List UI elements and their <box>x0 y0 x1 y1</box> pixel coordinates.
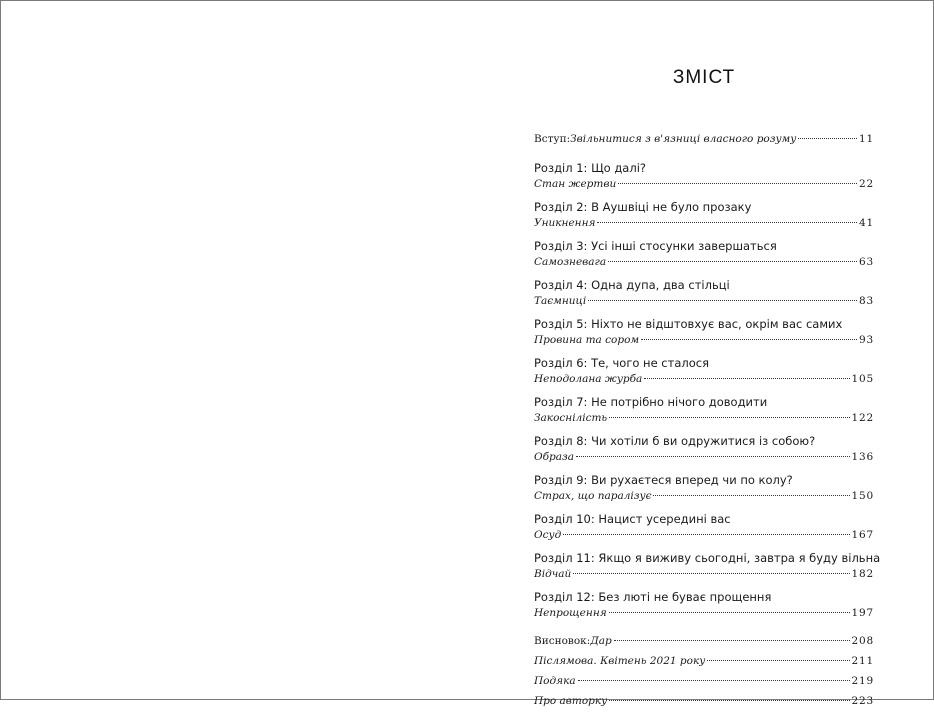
dot-leader <box>641 339 857 340</box>
chapter-list <box>534 160 881 621</box>
page-number: 11 <box>859 133 874 145</box>
page-title: ЗМІСТ <box>672 67 736 88</box>
dot-leader <box>609 417 849 418</box>
dot-leader <box>609 612 850 613</box>
toc-entry-title: Про авторку <box>534 695 608 707</box>
dot-leader <box>563 534 849 535</box>
toc-entry-prefix: Висновок: <box>534 635 591 647</box>
chapter-subtitle-row <box>534 216 874 231</box>
page-number: 223 <box>851 695 874 707</box>
page-number: 150 <box>851 490 874 502</box>
toc-chapter[interactable] <box>534 550 881 582</box>
table-of-contents <box>534 132 881 714</box>
dot-leader <box>608 261 857 262</box>
page-number: 197 <box>851 607 874 619</box>
dot-leader <box>573 573 849 574</box>
page-number: 122 <box>851 412 874 424</box>
toc-chapter[interactable] <box>534 277 874 309</box>
toc-entry-title: Звільнитися з в'язниці власного розуму <box>570 133 797 145</box>
chapter-subtitle-row <box>534 606 874 621</box>
chapter-subtitle-row <box>534 411 874 426</box>
toc-chapter[interactable] <box>534 199 874 231</box>
toc-entry-title: Післямова. Квітень 2021 року <box>534 655 706 667</box>
chapter-subtitle-row <box>534 372 874 387</box>
chapter-subtitle-row <box>534 567 874 582</box>
backmatter-list <box>534 634 874 709</box>
toc-entry-title: Подяка <box>534 675 576 687</box>
chapter-subtitle-row <box>534 450 874 465</box>
chapter-heading: Розділ 1: Що далі? <box>534 161 647 175</box>
page-number: 41 <box>859 217 874 229</box>
toc-entry-title: Дар <box>590 635 612 647</box>
page-number: 182 <box>851 568 874 580</box>
toc-chapter[interactable] <box>534 511 874 543</box>
dot-leader <box>597 222 857 223</box>
chapter-heading: Розділ 12: Без люті не буває прощення <box>534 590 772 604</box>
chapter-heading: Розділ 5: Ніхто не відштовхує вас, окрім вас самих <box>534 317 843 331</box>
chapter-subtitle: Уникнення <box>534 217 596 229</box>
chapter-subtitle-row <box>534 489 874 504</box>
chapter-subtitle: Самозневага <box>534 256 607 268</box>
toc-chapter[interactable] <box>534 472 874 504</box>
chapter-subtitle: Неподолана журба <box>534 373 643 385</box>
chapter-subtitle: Таємниці <box>534 295 587 307</box>
toc-entry-backmatter[interactable] <box>534 654 874 669</box>
page-number: 105 <box>851 373 874 385</box>
chapter-subtitle: Відчай <box>534 568 572 580</box>
toc-chapter[interactable] <box>534 589 874 621</box>
chapter-heading: Розділ 9: Ви рухаєтеся вперед чи по колу? <box>534 473 793 487</box>
chapter-heading: Розділ 10: Нацист усередині вас <box>534 512 731 526</box>
toc-chapter[interactable] <box>534 394 874 426</box>
chapter-subtitle: Стан жертви <box>534 178 617 190</box>
toc-entry-backmatter[interactable] <box>534 694 874 709</box>
dot-leader <box>609 700 849 701</box>
chapter-heading: Розділ 8: Чи хотіли б ви одружитися із собою? <box>534 434 816 448</box>
chapter-subtitle: Страх, що паралізує <box>534 490 652 502</box>
page-number: 22 <box>859 178 874 190</box>
page-number: 136 <box>851 451 874 463</box>
toc-entry-intro[interactable] <box>534 132 874 147</box>
chapter-heading: Розділ 2: В Аушвіці не було прозаку <box>534 200 752 214</box>
toc-chapter[interactable] <box>534 355 874 387</box>
page-number: 83 <box>859 295 874 307</box>
dot-leader <box>798 138 857 139</box>
page-number: 167 <box>851 529 874 541</box>
dot-leader <box>644 378 849 379</box>
chapter-heading: Розділ 4: Одна дупа, два стільці <box>534 278 730 292</box>
dot-leader <box>588 300 857 301</box>
toc-chapter[interactable] <box>534 433 874 465</box>
chapter-subtitle: Непрощення <box>534 607 607 619</box>
toc-entry-backmatter[interactable] <box>534 674 874 689</box>
page-number: 208 <box>851 635 874 647</box>
dot-leader <box>576 456 850 457</box>
chapter-subtitle: Закосніліcть <box>534 412 608 424</box>
chapter-heading: Розділ 11: Якщо я виживу сьогодні, завтра я буду вільна <box>534 551 881 565</box>
page-number: 63 <box>859 256 874 268</box>
chapter-subtitle: Провина та сором <box>534 334 640 346</box>
dot-leader <box>618 183 857 184</box>
chapter-heading: Розділ 6: Те, чого не сталося <box>534 356 710 370</box>
chapter-subtitle: Образа <box>534 451 574 463</box>
chapter-heading: Розділ 3: Усі інші стосунки завершаться <box>534 239 777 253</box>
page-number: 93 <box>859 334 874 346</box>
page-number: 219 <box>851 675 874 687</box>
chapter-subtitle: Осуд <box>534 529 562 541</box>
toc-chapter[interactable] <box>534 238 874 270</box>
toc-entry-prefix: Вступ: <box>534 133 571 145</box>
chapter-subtitle-row <box>534 255 874 270</box>
chapter-subtitle-row <box>534 528 874 543</box>
dot-leader <box>614 640 850 641</box>
dot-leader <box>578 680 850 681</box>
chapter-subtitle-row <box>534 294 874 309</box>
toc-chapter[interactable] <box>534 316 874 348</box>
toc-chapter[interactable] <box>534 160 874 192</box>
chapter-heading: Розділ 7: Не потрібно нічого доводити <box>534 395 768 409</box>
dot-leader <box>707 660 849 661</box>
dot-leader <box>653 495 849 496</box>
page-number: 211 <box>851 655 874 667</box>
chapter-subtitle-row <box>534 333 874 348</box>
chapter-subtitle-row <box>534 177 874 192</box>
toc-entry-backmatter[interactable] <box>534 634 874 649</box>
